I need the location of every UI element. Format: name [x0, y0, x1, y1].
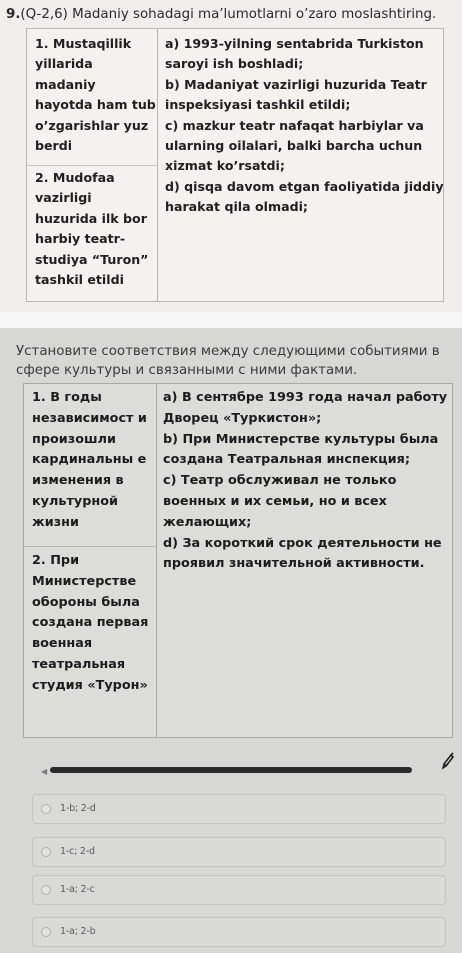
answer-label: 1-b; 2-d [60, 803, 96, 814]
right-items [165, 34, 447, 218]
uzbek-question-panel [0, 0, 462, 312]
left-column [27, 29, 158, 301]
radio-button[interactable] [41, 885, 51, 895]
right-items-ru [163, 388, 455, 575]
answer-option-2[interactable] [32, 837, 446, 867]
panel-separator [0, 312, 462, 328]
radio-button[interactable] [41, 927, 51, 937]
left-item-1-ru: 1. В годы независимост и произошли кардинальны е изменения в культурной жизни [32, 390, 147, 530]
answer-option-1[interactable] [32, 794, 446, 824]
right-item-a-ru: a) В сентябре 1993 года начал работу Дворец «Туркистон»; [163, 390, 448, 426]
right-item-b: b) Madaniyat vazirligi huzurida Teatr inspeksiyasi tashkil etildi; [165, 76, 427, 113]
answer-label: 1-a; 2-b [60, 926, 96, 937]
right-item-b-ru: b) При Министерстве культуры была создана Театральная инспекция; [163, 431, 439, 468]
right-item-a: a) 1993-yilning sentabrida Turkiston saroyi ish boshladi; [165, 36, 424, 72]
row-divider [27, 165, 157, 166]
right-column [158, 29, 443, 301]
right-item-c-ru: c) Театр обслуживал не только военных и их семьи, но и всех желающих; [163, 473, 397, 530]
pen-icon[interactable] [440, 750, 456, 770]
answer-option-4[interactable] [32, 917, 446, 947]
left-column-ru [24, 384, 157, 737]
right-item-c: c) mazkur teatr nafaqat harbiylar va ularning oilalari, balki barcha uchun xizmat ko’rsatdi; [165, 117, 424, 174]
horizontal-scrollbar[interactable] [50, 767, 412, 773]
chevron-left-icon[interactable]: ◀ [41, 767, 48, 776]
radio-button[interactable] [41, 804, 51, 814]
matching-table [26, 28, 444, 302]
question-title-ru: Установите соответствия между следующими событиями в сфере культуры и связанными с ними фактами. [16, 344, 440, 378]
right-column-ru [157, 384, 452, 737]
row-divider-ru [24, 546, 156, 547]
matching-table-ru [23, 383, 453, 738]
question-number: 9. [6, 7, 21, 22]
answer-option-3[interactable] [32, 875, 446, 905]
left-item-1: 1. Mustaqillik yillarida madaniy hayotda ham tub o’zgarishlar yuz berdi [35, 36, 156, 154]
answer-label: 1-a; 2-c [60, 884, 95, 895]
left-item-2: 2. Mudofaa vazirligi huzurida ilk bor harbiy teatr-studiya “Turon” tashkil etildi [35, 170, 149, 288]
radio-button[interactable] [41, 847, 51, 857]
russian-question-panel [0, 328, 462, 953]
right-item-d: d) qisqa davom etgan faoliyatida jiddiy harakat qila olmadi; [165, 178, 444, 215]
left-item-2-ru: 2. При Министерстве обороны была создана первая военная театральная студия «Турон» [32, 553, 149, 693]
question-title [6, 6, 458, 24]
answer-label: 1-c; 2-d [60, 846, 95, 857]
right-item-d-ru: d) За короткий срок деятельности не проявил значительной активности. [163, 535, 442, 572]
question-text: (Q-2,6) Madaniy sohadagi ma’lumotlarni o’zaro moslashtiring. [20, 7, 437, 22]
